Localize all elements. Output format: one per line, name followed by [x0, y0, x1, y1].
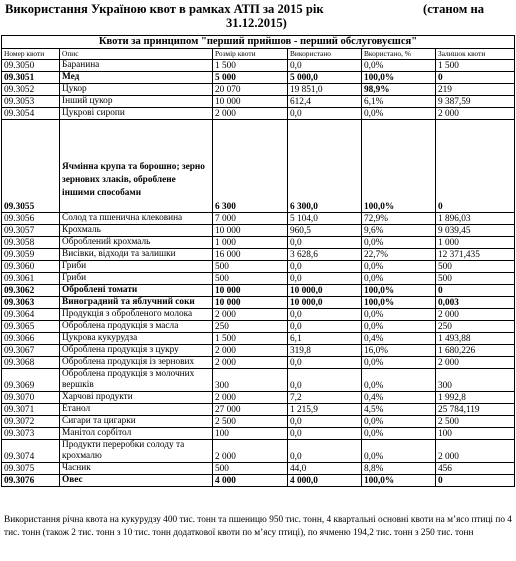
table-row [2, 440, 515, 463]
quota-number-cell: 09.3067 [2, 345, 60, 357]
quota-number-cell: 09.3076 [2, 475, 60, 487]
quota-number-cell: 09.3063 [2, 297, 60, 309]
quota-number-cell: 09.3070 [2, 392, 60, 404]
remaining-cell: 1 493,88 [436, 333, 515, 345]
table-row [2, 463, 515, 475]
description-cell: Баранина [60, 60, 213, 72]
quota-size-cell: 500 [213, 463, 288, 475]
table-row [2, 120, 515, 213]
table-row [2, 345, 515, 357]
used-cell: 1 215,9 [288, 404, 362, 416]
remaining-cell: 12 371,435 [436, 249, 515, 261]
remaining-cell: 25 784,119 [436, 404, 515, 416]
remaining-cell: 2 000 [436, 309, 515, 321]
quota-number-cell: 09.3054 [2, 108, 60, 120]
quota-number-cell: 09.3068 [2, 357, 60, 369]
quota-number-cell: 09.3050 [2, 60, 60, 72]
document-title: Використання Україною квот в рамках АТП за 2015 рік [5, 2, 324, 16]
quota-number-cell: 09.3066 [2, 333, 60, 345]
quota-size-cell: 300 [213, 369, 288, 392]
used-percent-cell: 22,7% [362, 249, 436, 261]
quota-size-cell: 2 000 [213, 357, 288, 369]
used-cell: 0,0 [288, 273, 362, 285]
used-cell: 0,0 [288, 440, 362, 463]
used-cell: 960,5 [288, 225, 362, 237]
used-cell: 0,0 [288, 261, 362, 273]
used-percent-cell: 100,0% [362, 297, 436, 309]
used-cell: 0,0 [288, 357, 362, 369]
used-cell: 5 104,0 [288, 213, 362, 225]
used-cell: 7,2 [288, 392, 362, 404]
description-cell: Цукор [60, 84, 213, 96]
description-cell: Оброблена продукція із зернових [60, 357, 213, 369]
description-cell: Оброблена продукція з цукру [60, 345, 213, 357]
table-row [2, 309, 515, 321]
remaining-cell: 1 680,226 [436, 345, 515, 357]
used-cell: 0,0 [288, 321, 362, 333]
description-cell: Ячмінна крупа та борошно; зерно зернових злаків, оброблене іншими способами [60, 120, 213, 213]
used-cell: 6,1 [288, 333, 362, 345]
remaining-cell: 300 [436, 369, 515, 392]
quota-size-cell: 1 500 [213, 60, 288, 72]
used-cell: 0,0 [288, 108, 362, 120]
remaining-cell: 0,003 [436, 297, 515, 309]
table-header-row [2, 49, 515, 60]
table-row [2, 321, 515, 333]
table-row [2, 333, 515, 345]
used-percent-cell: 100,0% [362, 72, 436, 84]
quota-size-cell: 20 070 [213, 84, 288, 96]
used-cell: 10 000,0 [288, 285, 362, 297]
quota-size-cell: 27 000 [213, 404, 288, 416]
quota-number-cell: 09.3073 [2, 428, 60, 440]
used-percent-cell: 98,9% [362, 84, 436, 96]
remaining-cell: 0 [436, 120, 515, 213]
description-cell: Крохмаль [60, 225, 213, 237]
quota-size-cell: 500 [213, 273, 288, 285]
used-cell: 0,0 [288, 60, 362, 72]
quota-size-cell: 5 000 [213, 72, 288, 84]
table-row [2, 84, 515, 96]
quota-number-cell: 09.3055 [2, 120, 60, 213]
used-percent-cell: 0,0% [362, 273, 436, 285]
description-cell: Цукрова кукурудза [60, 333, 213, 345]
quota-number-cell: 09.3051 [2, 72, 60, 84]
used-percent-cell: 100,0% [362, 475, 436, 487]
table-row [2, 249, 515, 261]
document-header [0, 0, 516, 34]
remaining-cell: 9 387,59 [436, 96, 515, 108]
remaining-cell: 1 500 [436, 60, 515, 72]
description-cell: Гриби [60, 261, 213, 273]
quota-number-cell: 09.3064 [2, 309, 60, 321]
description-cell: Висівки, відходи та залишки [60, 249, 213, 261]
table-row [2, 225, 515, 237]
quota-number-cell: 09.3072 [2, 416, 60, 428]
table-row [2, 428, 515, 440]
used-cell: 5 000,0 [288, 72, 362, 84]
table-caption: Квоти за принципом "перший прийшов - перший обслуговуєшся" [2, 36, 515, 49]
column-header: Використано [288, 49, 362, 60]
table-row [2, 369, 515, 392]
quota-size-cell: 10 000 [213, 285, 288, 297]
used-cell: 44,0 [288, 463, 362, 475]
description-cell: Манітол сорбітол [60, 428, 213, 440]
description-cell: Мед [60, 72, 213, 84]
table-row [2, 96, 515, 108]
quota-size-cell: 4 000 [213, 475, 288, 487]
quota-table [1, 35, 515, 487]
quota-number-cell: 09.3062 [2, 285, 60, 297]
description-cell: Продукти переробки солоду та крохмалю [60, 440, 213, 463]
table-row [2, 237, 515, 249]
quota-size-cell: 6 300 [213, 120, 288, 213]
quota-size-cell: 2 000 [213, 392, 288, 404]
table-row [2, 404, 515, 416]
description-cell: Інший цукор [60, 96, 213, 108]
quota-number-cell: 09.3075 [2, 463, 60, 475]
used-percent-cell: 9,6% [362, 225, 436, 237]
used-percent-cell: 0,0% [362, 309, 436, 321]
quota-number-cell: 09.3061 [2, 273, 60, 285]
remaining-cell: 1 992,8 [436, 392, 515, 404]
quota-number-cell: 09.3074 [2, 440, 60, 463]
remaining-cell: 0 [436, 475, 515, 487]
used-percent-cell: 0,0% [362, 428, 436, 440]
description-cell: Продукція з обробленого молока [60, 309, 213, 321]
remaining-cell: 2 500 [436, 416, 515, 428]
status-label: (станом на [423, 2, 485, 16]
description-cell: Цукрові сиропи [60, 108, 213, 120]
description-cell: Етанол [60, 404, 213, 416]
quota-number-cell: 09.3060 [2, 261, 60, 273]
remaining-cell: 0 [436, 72, 515, 84]
quota-size-cell: 7 000 [213, 213, 288, 225]
used-percent-cell: 0,0% [362, 416, 436, 428]
quota-number-cell: 09.3058 [2, 237, 60, 249]
remaining-cell: 250 [436, 321, 515, 333]
quota-size-cell: 2 000 [213, 440, 288, 463]
remaining-cell: 1 896,03 [436, 213, 515, 225]
column-header: Залишок квоти [436, 49, 515, 60]
remaining-cell: 9 039,45 [436, 225, 515, 237]
remaining-cell: 0 [436, 285, 515, 297]
quota-size-cell: 250 [213, 321, 288, 333]
quota-size-cell: 500 [213, 261, 288, 273]
used-percent-cell: 0,0% [362, 108, 436, 120]
table-row [2, 416, 515, 428]
quota-size-cell: 2 000 [213, 345, 288, 357]
quota-size-cell: 10 000 [213, 225, 288, 237]
used-percent-cell: 72,9% [362, 213, 436, 225]
table-row [2, 273, 515, 285]
table-row [2, 357, 515, 369]
description-cell: Виноградний та яблучний соки [60, 297, 213, 309]
table-row [2, 72, 515, 84]
used-percent-cell: 0,0% [362, 237, 436, 249]
quota-size-cell: 100 [213, 428, 288, 440]
column-header: Опис [60, 49, 213, 60]
quota-number-cell: 09.3065 [2, 321, 60, 333]
used-cell: 3 628,6 [288, 249, 362, 261]
used-percent-cell: 8,8% [362, 463, 436, 475]
used-percent-cell: 0,0% [362, 357, 436, 369]
description-cell: Овес [60, 475, 213, 487]
used-cell: 0,0 [288, 309, 362, 321]
used-cell: 319,8 [288, 345, 362, 357]
used-cell: 10 000,0 [288, 297, 362, 309]
used-cell: 0,0 [288, 369, 362, 392]
quota-size-cell: 2 000 [213, 108, 288, 120]
quota-size-cell: 2 500 [213, 416, 288, 428]
quota-number-cell: 09.3071 [2, 404, 60, 416]
status-date: 31.12.2015) [226, 16, 287, 30]
description-cell: Оброблений крохмаль [60, 237, 213, 249]
column-header: Розмір квоти [213, 49, 288, 60]
used-percent-cell: 0,0% [362, 321, 436, 333]
remaining-cell: 500 [436, 273, 515, 285]
used-percent-cell: 0,4% [362, 333, 436, 345]
table-row [2, 108, 515, 120]
table-row [2, 475, 515, 487]
used-percent-cell: 0,0% [362, 440, 436, 463]
used-percent-cell: 0,0% [362, 369, 436, 392]
used-percent-cell: 100,0% [362, 120, 436, 213]
quota-size-cell: 2 000 [213, 309, 288, 321]
remaining-cell: 500 [436, 261, 515, 273]
remaining-cell: 456 [436, 463, 515, 475]
table-caption-row [2, 36, 515, 49]
table-row [2, 392, 515, 404]
quota-number-cell: 09.3059 [2, 249, 60, 261]
description-cell: Часник [60, 463, 213, 475]
used-cell: 0,0 [288, 428, 362, 440]
column-header: Вкористано, % [362, 49, 436, 60]
quota-size-cell: 10 000 [213, 96, 288, 108]
used-cell: 19 851,0 [288, 84, 362, 96]
remaining-cell: 1 000 [436, 237, 515, 249]
description-cell: Оброблена продукція з молочних вершків [60, 369, 213, 392]
quota-number-cell: 09.3052 [2, 84, 60, 96]
remaining-cell: 219 [436, 84, 515, 96]
used-cell: 6 300,0 [288, 120, 362, 213]
used-cell: 0,0 [288, 416, 362, 428]
remaining-cell: 100 [436, 428, 515, 440]
description-cell: Оброблені томати [60, 285, 213, 297]
quota-size-cell: 1 500 [213, 333, 288, 345]
quota-size-cell: 10 000 [213, 297, 288, 309]
table-row [2, 285, 515, 297]
quota-number-cell: 09.3053 [2, 96, 60, 108]
used-percent-cell: 16,0% [362, 345, 436, 357]
remaining-cell: 2 000 [436, 108, 515, 120]
used-percent-cell: 0,0% [362, 60, 436, 72]
table-row [2, 297, 515, 309]
used-percent-cell: 4,5% [362, 404, 436, 416]
remaining-cell: 2 000 [436, 357, 515, 369]
used-percent-cell: 6,1% [362, 96, 436, 108]
description-cell: Сигари та цигарки [60, 416, 213, 428]
description-cell: Оброблена продукція з масла [60, 321, 213, 333]
description-cell: Харчові продукти [60, 392, 213, 404]
used-cell: 0,0 [288, 237, 362, 249]
quota-size-cell: 16 000 [213, 249, 288, 261]
column-header: Номер квоти [2, 49, 60, 60]
used-percent-cell: 0,4% [362, 392, 436, 404]
quota-number-cell: 09.3069 [2, 369, 60, 392]
used-percent-cell: 0,0% [362, 261, 436, 273]
used-cell: 4 000,0 [288, 475, 362, 487]
quota-number-cell: 09.3056 [2, 213, 60, 225]
used-percent-cell: 100,0% [362, 285, 436, 297]
remaining-cell: 2 000 [436, 440, 515, 463]
description-cell: Солод та пшенична клековина [60, 213, 213, 225]
table-row [2, 60, 515, 72]
quota-number-cell: 09.3057 [2, 225, 60, 237]
table-row [2, 213, 515, 225]
used-cell: 612,4 [288, 96, 362, 108]
table-row [2, 261, 515, 273]
quota-size-cell: 1 000 [213, 237, 288, 249]
description-cell: Гриби [60, 273, 213, 285]
footnote: Використання річна квота на кукурудзу 400 тис. тонн та пшеницю 950 тис. тонн, 4 квартальні основні квоти на м’ясо птиці по 4 тис. тонн (також 2 тис. тонн з 10 тис. тонн додаткової квоти по м’ясу птиці), по ячменю 194,2 тис. тонн з 250 тис. тонн [4, 515, 512, 538]
